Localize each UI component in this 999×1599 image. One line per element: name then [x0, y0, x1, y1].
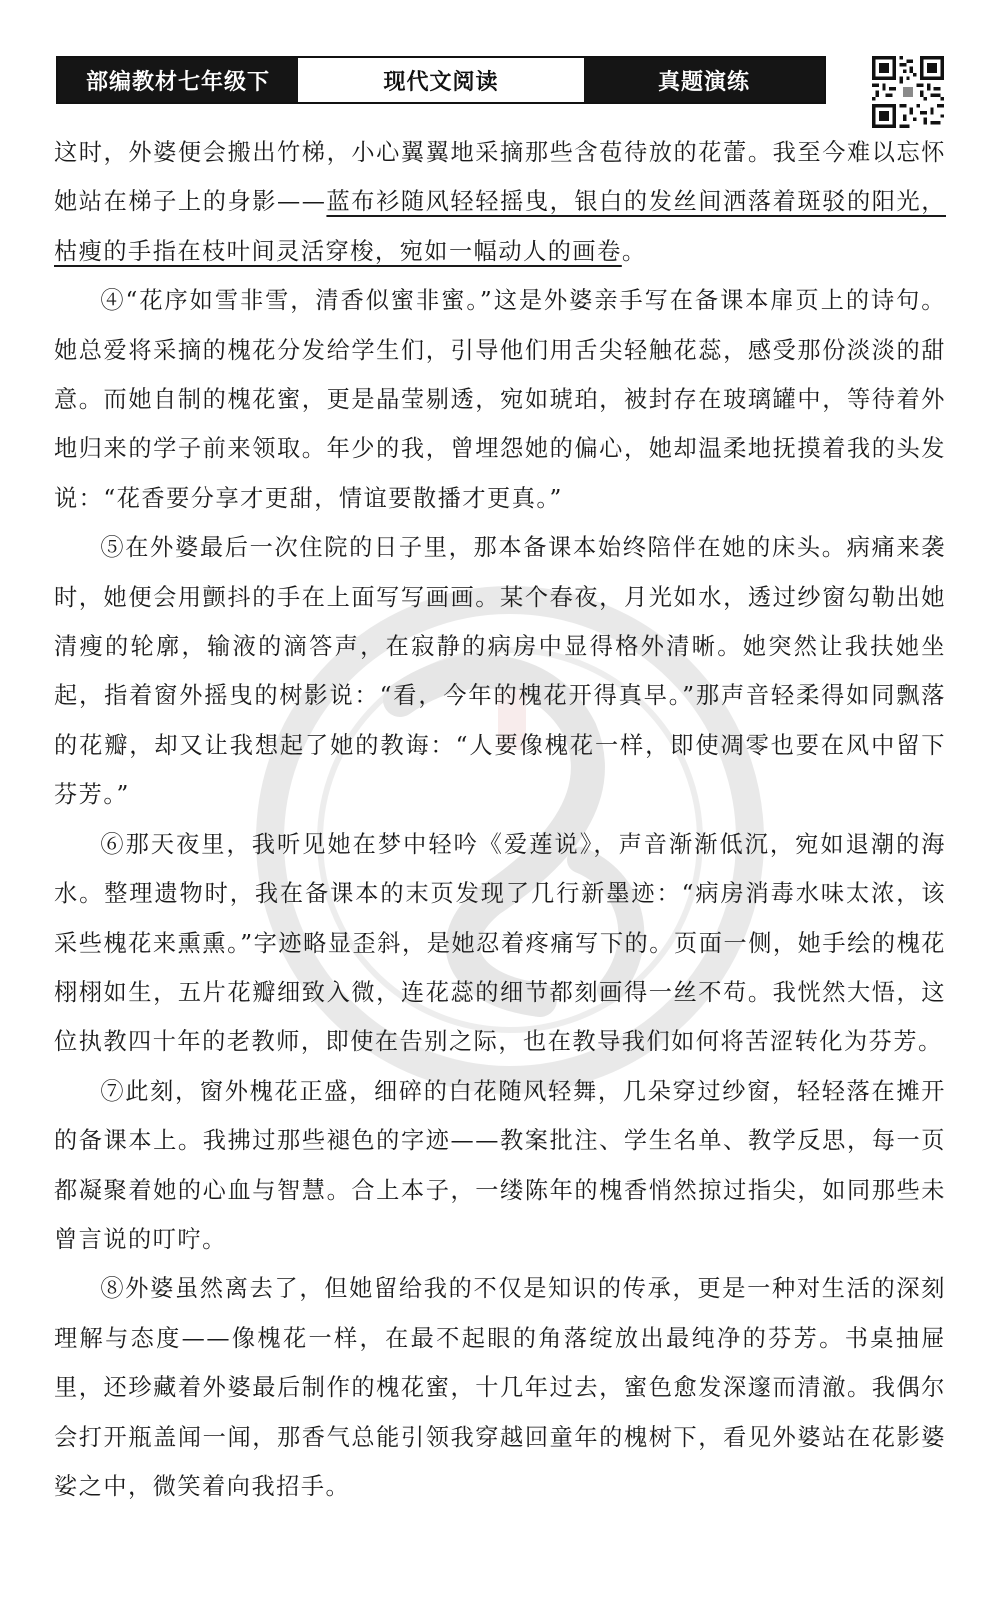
article-body: [54, 128, 946, 1511]
header-section-label: 现代文阅读: [298, 58, 584, 102]
header-bar: [56, 56, 826, 104]
paragraph-4: ④“花序如雪非雪，清香似蜜非蜜。”这是外婆亲手写在备课本扉页上的诗句。她总爱将采摘的槐花分发给学生们，引导他们用舌尖轻触花蕊，感受那份淡淡的甜意。而她自制的槐花蜜，更是晶莹剔透，宛如琥珀，被封存在玻璃罐中，等待着外地归来的学子前来领取。年少的我，曾埋怨她的偏心，她却温柔地抚摸着我的头发说：“花香要分享才更甜，情谊要散播才更真。”: [54, 287, 946, 512]
qr-code-icon[interactable]: [872, 56, 944, 128]
header-practice-label: 真题演练: [584, 58, 824, 102]
header-grade-label: 部编教材七年级下: [58, 58, 298, 102]
paragraph-5: ⑤在外婆最后一次住院的日子里，那本备课本始终陪伴在她的床头。病痛来袭时，她便会用颤抖的手在上面写写画画。某个春夜，月光如水，透过纱窗勾勒出她清瘦的轮廓，输液的滴答声，在寂静的病房中显得格外清晰。她突然让我扶她坐起，指着窗外摇曳的树影说：“看，今年的槐花开得真早。”那声音轻柔得如同飘落的花瓣，却又让我想起了她的教诲：“人要像槐花一样，即使凋零也要在风中留下芬芳。”: [54, 534, 946, 809]
paragraph-3-continued: [54, 128, 946, 276]
underlined-sentence: 蓝布衫随风轻轻摇曳，银白的发丝间洒落着斑驳的阳光，枯瘦的手指在枝叶间灵活穿梭，宛如一幅动人的画卷: [54, 188, 946, 265]
paragraph-7: ⑦此刻，窗外槐花正盛，细碎的白花随风轻舞，几朵穿过纱窗，轻轻落在摊开的备课本上。我拂过那些褪色的字迹——教案批注、学生名单、教学反思，每一页都凝聚着她的心血与智慧。合上本子，一缕陈年的槐香悄然掠过指尖，如同那些未曾言说的叮咛。: [54, 1077, 946, 1253]
paragraph-6: ⑥那天夜里，我听见她在梦中轻吟《爱莲说》，声音渐渐低沉，宛如退潮的海水。整理遗物时，我在备课本的末页发现了几行新墨迹：“病房消毒水味太浓，该采些槐花来熏熏。”字迹略显歪斜，是她忍着疼痛写下的。页面一侧，她手绘的槐花栩栩如生，五片花瓣细致入微，连花蕊的细节都刻画得一丝不苟。我恍然大悟，这位执教四十年的老教师，即使在告别之际，也在教导我们如何将苦涩转化为芬芳。: [54, 830, 946, 1056]
paragraph-3-lead-text: 这时，外婆便会搬出竹梯，小心翼翼地采摘那些含苞待放的花蕾。我至今难以忘怀她站在梯子上的身影——: [54, 139, 946, 216]
paragraph-8: ⑧外婆虽然离去了，但她留给我的不仅是知识的传承，更是一种对生活的深刻理解与态度——像槐花一样，在最不起眼的角落绽放出最纯净的芬芳。书桌抽屉里，还珍藏着外婆最后制作的槐花蜜，十几年过去，蜜色愈发深邃而清澈。我偶尔会打开瓶盖闻一闻，那香气总能引领我穿越回童年的槐树下，看见外婆站在花影婆娑之中，微笑着向我招手。: [54, 1275, 946, 1500]
paragraph-3-end-punctuation: 。: [621, 237, 647, 265]
